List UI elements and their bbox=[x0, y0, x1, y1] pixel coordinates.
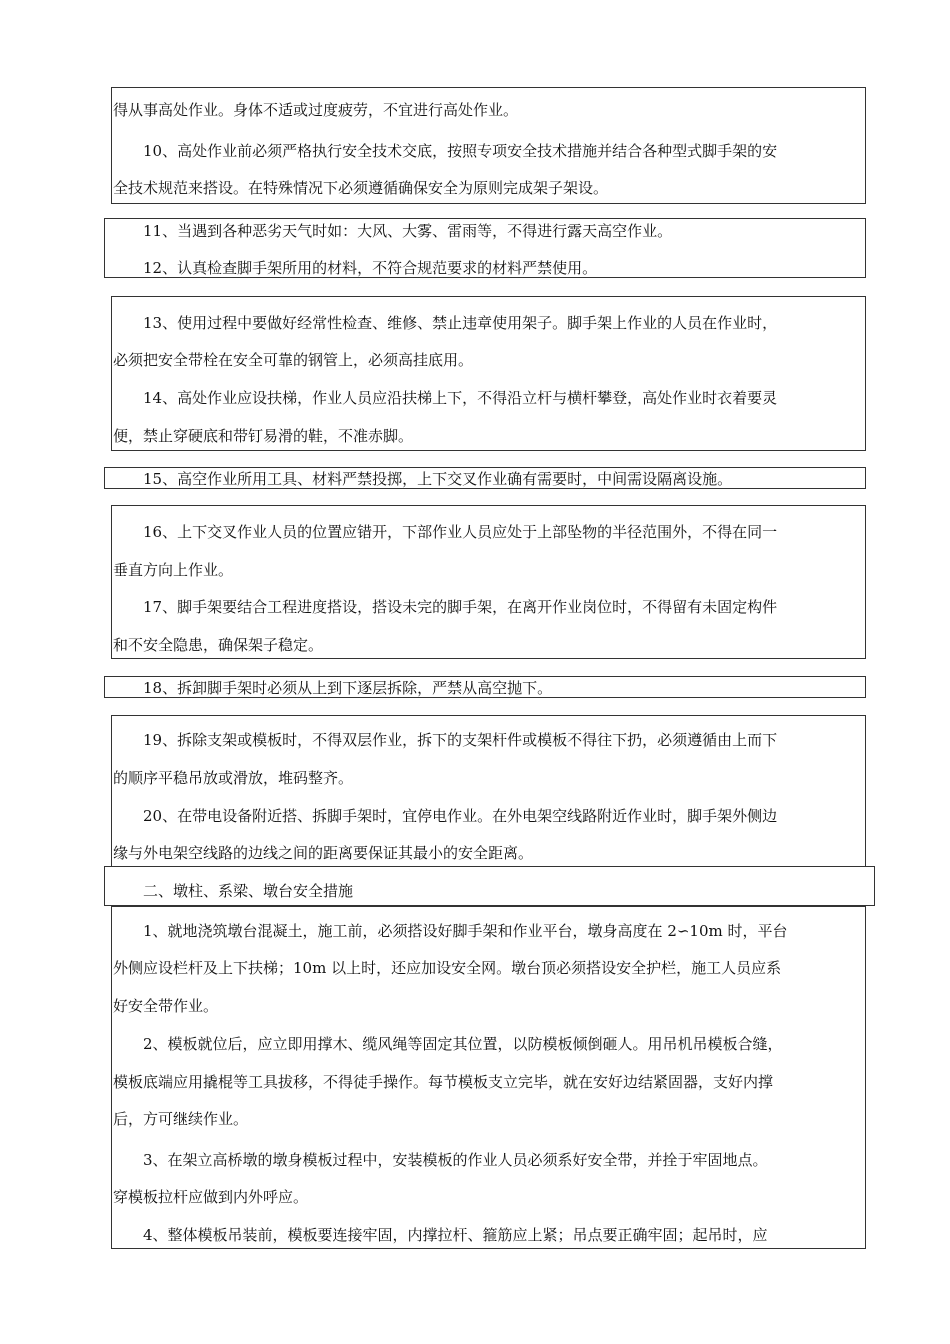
paragraph-line: 14、高处作业应设扶梯，作业人员应沿扶梯上下，不得沿立杆与横杆攀登，高处作业时衣着要灵 bbox=[143, 389, 778, 407]
paragraph-line: 便，禁止穿硬底和带钉易滑的鞋，不准赤脚。 bbox=[113, 427, 414, 445]
paragraph-line: 4、整体模板吊装前，模板要连接牢固，内撑拉杆、箍筋应上紧；吊点要正确牢固；起吊时，应 bbox=[143, 1226, 768, 1244]
paragraph-line: 17、脚手架要结合工程进度搭设，搭设未完的脚手架，在离开作业岗位时，不得留有未固定构件 bbox=[143, 598, 778, 616]
paragraph-line: 缘与外电架空线路的边线之间的距离要保证其最小的安全距离。 bbox=[113, 844, 534, 862]
paragraph-line: 好安全带作业。 bbox=[113, 997, 219, 1015]
paragraph-line: 3、在架立高桥墩的墩身模板过程中，安装模板的作业人员必须系好安全带，并拴于牢固地点。 bbox=[143, 1151, 768, 1169]
paragraph-line: 12、认真检查脚手架所用的材料，不符合规范要求的材料严禁使用。 bbox=[143, 259, 598, 277]
paragraph-line: 垂直方向上作业。 bbox=[113, 561, 234, 579]
paragraph-line: 1、就地浇筑墩台混凝土，施工前，必须搭设好脚手架和作业平台，墩身高度在 2∽10m 时，平台 bbox=[143, 922, 788, 940]
paragraph-line: 穿模板拉杆应做到内外呼应。 bbox=[113, 1188, 309, 1206]
section-heading: 二、墩柱、系梁、墩台安全措施 bbox=[143, 882, 354, 900]
paragraph-line: 后，方可继续作业。 bbox=[113, 1110, 249, 1128]
paragraph-line: 16、上下交叉作业人员的位置应错开，下部作业人员应处于上部坠物的半径范围外，不得在同一 bbox=[143, 523, 778, 541]
paragraph-line: 和不安全隐患，确保架子稳定。 bbox=[113, 636, 324, 654]
paragraph-line: 必须把安全带栓在安全可靠的钢管上，必须高挂底用。 bbox=[113, 351, 474, 369]
paragraph-line: 模板底端应用撬棍等工具拔移，不得徒手操作。每节模板支立完毕，就在安好边结紧固器，支好内撑 bbox=[113, 1073, 774, 1091]
paragraph-line: 11、当遇到各种恶劣天气时如：大风、大雾、雷雨等，不得进行露天高空作业。 bbox=[143, 222, 673, 240]
paragraph-line: 得从事高处作业。身体不适或过度疲劳，不宜进行高处作业。 bbox=[113, 101, 519, 119]
paragraph-line: 15、高空作业所用工具、材料严禁投掷，上下交叉作业确有需要时，中间需设隔离设施。 bbox=[143, 470, 733, 488]
paragraph-line: 13、使用过程中要做好经常性检查、维修、禁止违章使用架子。脚手架上作业的人员在作业时， bbox=[143, 314, 778, 332]
paragraph-line: 2、模板就位后，应立即用撑木、缆风绳等固定其位置，以防模板倾倒砸人。用吊机吊模板合缝， bbox=[143, 1035, 783, 1053]
paragraph-line: 10、高处作业前必须严格执行安全技术交底，按照专项安全技术措施并结合各种型式脚手架的安 bbox=[143, 142, 778, 160]
paragraph-line: 18、拆卸脚手架时必须从上到下逐层拆除，严禁从高空抛下。 bbox=[143, 679, 553, 697]
paragraph-line: 19、拆除支架或模板时，不得双层作业，拆下的支架杆件或模板不得往下扔，必须遵循由上而下 bbox=[143, 731, 778, 749]
paragraph-line: 外侧应设栏杆及上下扶梯；10m 以上时，还应加设安全网。墩台顶必须搭设安全护栏，施工人员应系 bbox=[113, 959, 782, 977]
paragraph-line: 的顺序平稳吊放或滑放，堆码整齐。 bbox=[113, 769, 354, 787]
paragraph-line: 全技术规范来搭设。在特殊情况下必须遵循确保安全为原则完成架子架设。 bbox=[113, 179, 609, 197]
paragraph-line: 20、在带电设备附近搭、拆脚手架时，宜停电作业。在外电架空线路附近作业时，脚手架外侧边 bbox=[143, 807, 778, 825]
